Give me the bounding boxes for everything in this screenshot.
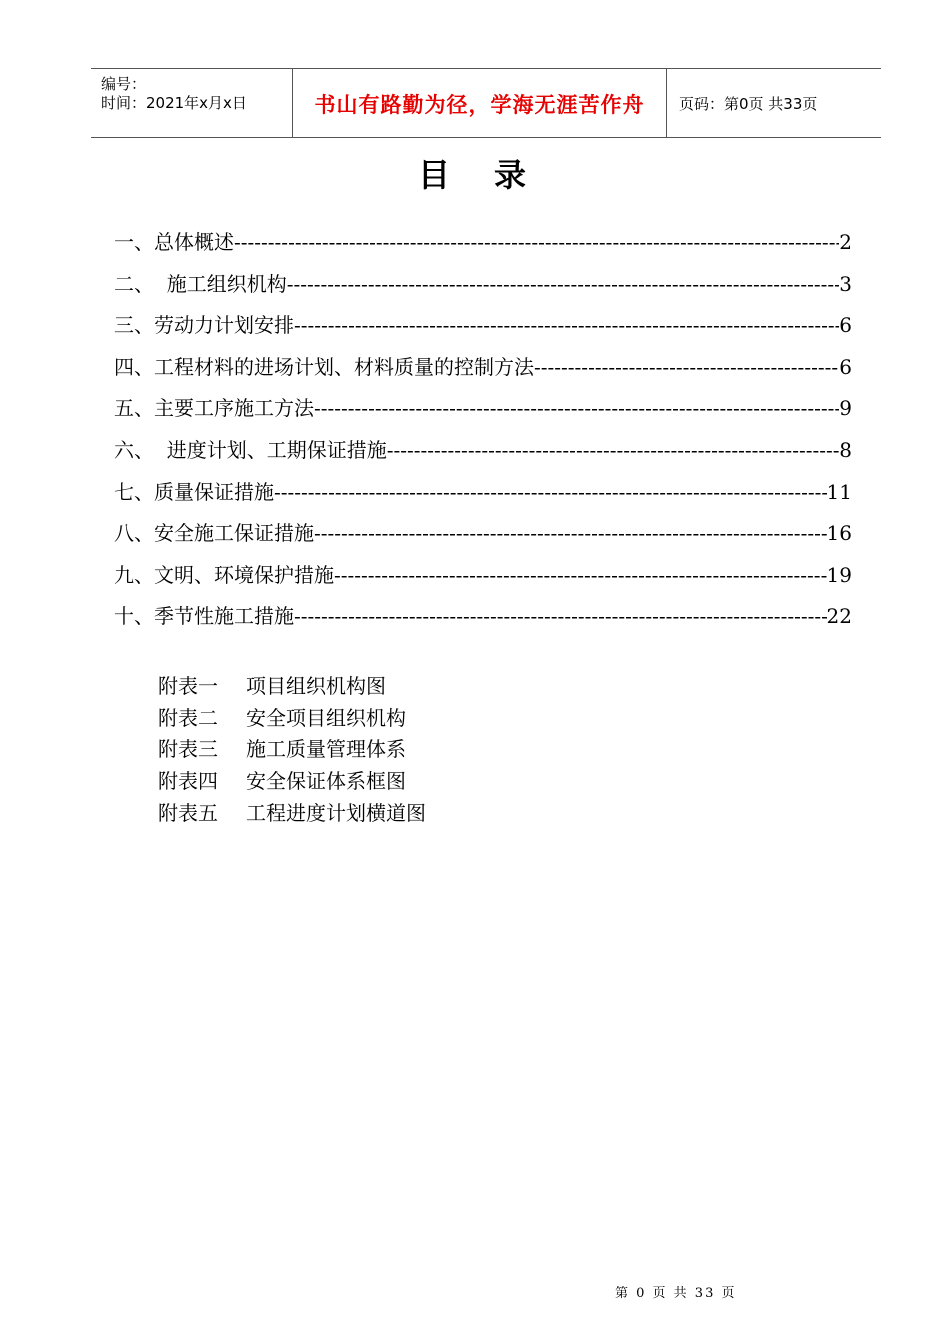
- appendix-item-title: 安全项目组织机构: [246, 705, 406, 730]
- toc-entry-page: 11: [826, 479, 852, 504]
- header-page-cell: [667, 69, 881, 137]
- appendix-item: [158, 702, 426, 734]
- appendix-item: [158, 733, 426, 765]
- appendix-item-number: 附表四: [158, 769, 218, 794]
- toc-entry[interactable]: [114, 392, 852, 434]
- appendix-item: [158, 797, 426, 829]
- appendix-item-title: 工程进度计划横道图: [246, 800, 426, 825]
- toc-entry[interactable]: [114, 309, 852, 351]
- appendix-item-title: 施工质量管理体系: [246, 737, 406, 762]
- toc-entry-page: 3: [839, 271, 852, 296]
- header-meta-cell: [91, 69, 293, 137]
- header-motto-cell: [293, 69, 667, 137]
- appendix-item: [158, 670, 426, 702]
- toc-entry[interactable]: [114, 600, 852, 642]
- toc-entry-label: 一、总体概述: [114, 230, 234, 254]
- toc-leader-dashes: [287, 272, 840, 296]
- appendix-item-number: 附表五: [158, 800, 218, 825]
- toc-entry[interactable]: [114, 476, 852, 518]
- appendix-item-number: 附表一: [158, 674, 218, 698]
- table-of-contents: [114, 226, 852, 642]
- toc-entry-label: 二、 施工组织机构: [114, 271, 287, 296]
- toc-entry[interactable]: [114, 517, 852, 559]
- page-title: 目 录: [417, 156, 532, 194]
- appendix-item-title: 项目组织机构图: [246, 674, 386, 698]
- toc-leader-dashes: [334, 563, 827, 587]
- appendix-item-title: 安全保证体系框图: [246, 769, 406, 794]
- toc-entry-label: 八、安全施工保证措施: [114, 521, 314, 546]
- toc-entry-page: 9: [839, 396, 852, 421]
- header-page-info: 页码：第0页 共33页: [679, 95, 818, 113]
- toc-entry-label: 七、质量保证措施: [114, 479, 274, 504]
- toc-entry-label: 四、工程材料的进场计划、材料质量的控制方法: [114, 354, 534, 379]
- document-date-label: 时间：2021年x月x日: [101, 94, 247, 112]
- toc-leader-dashes: [274, 480, 827, 504]
- header-motto: 书山有路勤为径，学海无涯苦作舟: [314, 93, 645, 117]
- toc-entry-label: 六、 进度计划、工期保证措施: [114, 437, 387, 462]
- appendix-item: [158, 765, 426, 797]
- toc-entry-page: 2: [839, 230, 852, 254]
- toc-leader-dashes: [294, 313, 839, 337]
- toc-entry-page: 19: [826, 562, 852, 587]
- toc-leader-dashes: [387, 438, 840, 462]
- toc-entry-page: 22: [826, 604, 852, 629]
- appendix-item-number: 附表三: [158, 737, 218, 762]
- toc-entry[interactable]: [114, 434, 852, 476]
- toc-entry-label: 九、文明、环境保护措施: [114, 562, 334, 587]
- toc-entry[interactable]: [114, 226, 852, 268]
- toc-leader-dashes: [294, 604, 827, 628]
- page-footer: 第 0 页 共 33 页: [615, 1286, 737, 1301]
- toc-entry-page: 6: [839, 313, 852, 338]
- toc-leader-dashes: [534, 355, 839, 379]
- toc-leader-dashes: [314, 396, 839, 420]
- toc-entry-page: 16: [826, 521, 852, 546]
- toc-entry[interactable]: [114, 559, 852, 601]
- page-header: [91, 68, 881, 138]
- document-number-label: 编号：: [101, 75, 147, 93]
- toc-entry-label: 五、主要工序施工方法: [114, 396, 314, 421]
- toc-entry[interactable]: [114, 351, 852, 393]
- appendix-list: [158, 670, 426, 828]
- toc-entry[interactable]: [114, 268, 852, 310]
- toc-entry-page: 6: [839, 354, 852, 379]
- toc-leader-dashes: [234, 230, 839, 254]
- toc-entry-label: 三、劳动力计划安排: [114, 313, 294, 338]
- appendix-item-number: 附表二: [158, 705, 218, 730]
- toc-entry-label: 十、季节性施工措施: [114, 604, 294, 629]
- toc-leader-dashes: [314, 521, 827, 545]
- toc-entry-page: 8: [839, 437, 852, 462]
